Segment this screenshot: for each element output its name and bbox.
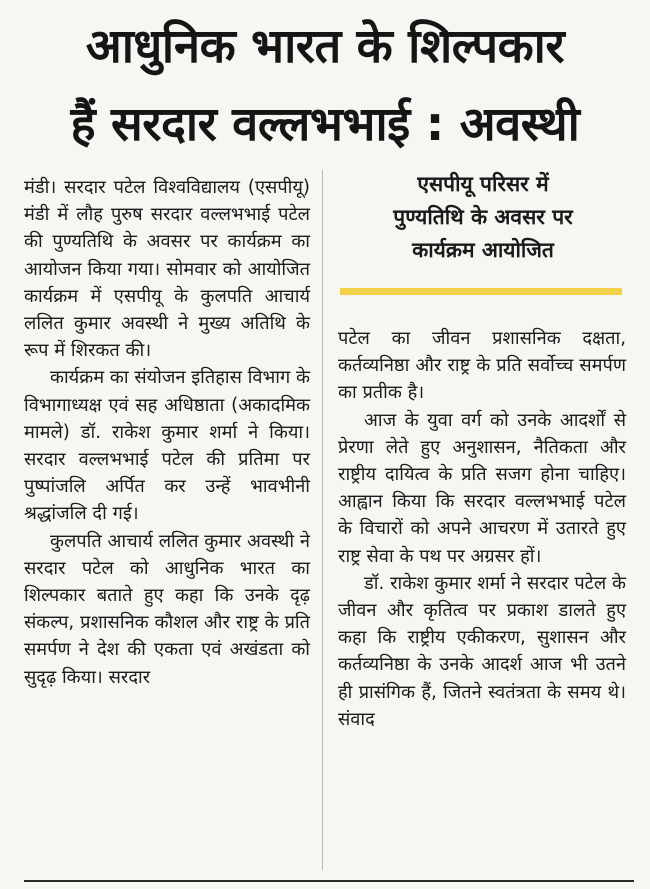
subheading-accent-rule bbox=[340, 288, 622, 295]
paragraph: आज के युवा वर्ग को उनके आदर्शों से प्रेरणा लेते हुए अनुशासन, नैतिकता और राष्ट्रीय दायित्व के प्रति सजग होना चाहिए। आह्वान किया कि सरदार वल्लभभाई पटेल के विचारों को अपने आचरण में उतारते हुए राष्ट्र सेवा के पथ पर अग्रसर हों। bbox=[338, 409, 626, 567]
paragraph: मंडी। सरदार पटेल विश्वविद्यालय (एसपीयू) मंडी में लौह पुरुष सरदार वल्लभभाई पटेल की पुण्यतिथि के अवसर पर कार्यक्रम का आयोजन किया गया। सोमवार को आयोजित कार्यक्रम में एसपीयू के कुलपति आचार्य ललित कुमार अवस्थी ने मुख्य अतिथि के रूप में शिरकत की। bbox=[24, 177, 310, 362]
paragraph: कुलपति आचार्य ललित कुमार अवस्थी ने सरदार पटेल को आधुनिक भारत का शिल्पकार बताते हुए कहा कि उनके दृढ़ संकल्प, प्रशासनिक कौशल और राष्ट्र के प्रति समर्पण ने देश की एकता एवं अखंडता को सुदृढ़ किया। सरदार bbox=[24, 530, 310, 688]
subheading-line-1: एसपीयू परिसर में bbox=[417, 172, 549, 196]
column-divider bbox=[322, 170, 323, 870]
headline-line-2: हैं सरदार वल्लभभाई : अवस्थी bbox=[70, 97, 580, 152]
right-column bbox=[338, 325, 626, 733]
paragraph: कार्यक्रम का संयोजन इतिहास विभाग के विभागाध्यक्ष एवं सह अधिष्ठाता (अकादमिक मामले) डॉ. राकेश कुमार शर्मा ने किया। सरदार वल्लभभाई पटेल की प्रतिमा पर पुष्पांजलि अर्पित कर उन्हें भावभीनी श्रद्धांजलि दी गई। bbox=[24, 367, 310, 525]
paragraph: डॉ. राकेश कुमार शर्मा ने सरदार पटेल के जीवन और कृतित्व पर प्रकाश डालते हुए कहा कि राष्ट्रीय एकीकरण, सुशासन और कर्तव्यनिष्ठा के उनके आदर्श आज भी उतने ही प्रासंगिक हैं, जितने स्वतंत्रता के समय थे। संवाद bbox=[338, 572, 626, 730]
paragraph: पटेल का जीवन प्रशासनिक दक्षता, कर्तव्यनिष्ठा और राष्ट्र के प्रति सर्वोच्च समर्पण का प्रतीक है। bbox=[338, 328, 626, 404]
article-headline bbox=[14, 8, 636, 164]
left-column bbox=[24, 174, 310, 691]
article-subheading bbox=[338, 168, 628, 267]
subheading-line-2: पुण्यतिथि के अवसर पर bbox=[393, 205, 573, 229]
headline-line-1: आधुनिक भारत के शिल्पकार bbox=[85, 19, 565, 74]
subheading-line-3: कार्यक्रम आयोजित bbox=[412, 238, 554, 262]
bottom-rule bbox=[24, 880, 634, 882]
